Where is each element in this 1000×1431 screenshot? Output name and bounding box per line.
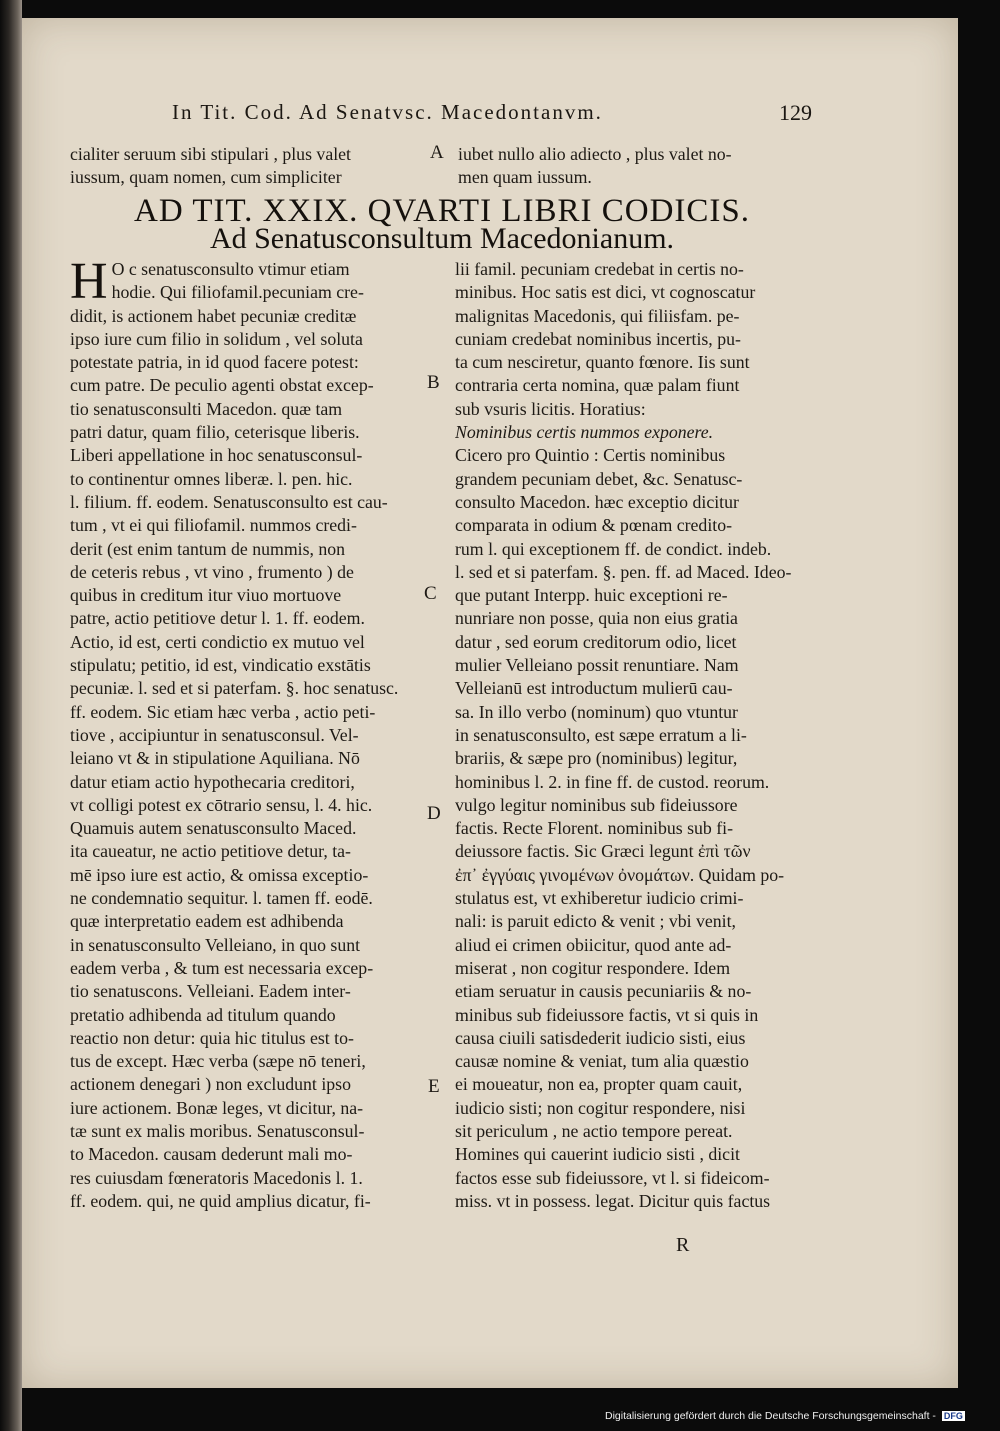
text-line: factis. Recte Florent. nominibus sub fi- [455,818,734,839]
text-line: causa ciuili satisdederit iudicio sisti, eius [455,1027,746,1048]
top-left-continuation [70,143,420,190]
text-line: grandem pecuniam debet, &c. Senatusc- [455,468,743,489]
text-line: contraria certa nomina, quæ palam fiunt [455,375,740,396]
text-line: iubet nullo alio adiecto , plus valet no- [458,144,732,164]
footer-text: Digitalisierung gefördert durch die Deutsche Forschungsgemeinschaft - [605,1410,936,1422]
text-line: in senatusconsulto Velleiano, in quo sunt [70,934,361,955]
text-line: tiove , accipiuntur in senatusconsul. Vel- [70,724,359,745]
text-line: nali: is paruit edicto & venit ; vbi venit, [455,911,736,932]
text-line: iudicio sisti; non cogitur respondere, nisi [455,1097,746,1118]
text-line: eadem verba , & tum est necessaria excep- [70,957,374,978]
text-line: nunriare non posse, quia non eius gratia [455,608,738,629]
running-header [172,100,812,130]
drop-capital: H [70,253,108,310]
text-line: hodie. Qui filiofamil.pecuniam cre- [111,282,364,303]
text-line: tio senatuscons. Velleiani. Eadem inter- [70,981,351,1002]
text-line: patre, actio petitiove detur l. 1. ff. eodem. [70,608,365,629]
text-line: deiussore factis. Sic Græci legunt ἐπὶ τῶν [455,841,751,862]
text-line: Actio, id est, certi condictio ex mutuo vel [70,631,365,652]
text-line: ita caueatur, ne actio petitiove detur, ta- [70,841,351,862]
text-line: quibus in creditum itur viuo mortuove [70,585,342,606]
text-line: ta cum nesciretur, quanto fœnore. Iis sunt [455,352,750,373]
text-line: pretatio adhibenda ad titulum quando [70,1004,336,1025]
text-line: sit periculum , ne actio tempore pereat. [455,1120,733,1141]
section-subtitle: Ad Senatusconsultum Macedonianum. [209,222,675,255]
digitization-footer [605,1410,995,1426]
page-number: 129 [779,100,812,125]
text-line: to Macedon. causam dederunt mali mo- [70,1144,353,1165]
text-line: cum patre. De peculio agenti obstat excep- [70,375,374,396]
text-line: ei moueatur, non ea, propter quam cauit, [455,1074,743,1095]
text-line: aliud ei crimen obiicitur, quod ante ad- [455,934,732,955]
text-line: tus de except. Hæc verba (sæpe nō teneri, [70,1051,366,1072]
text-line: didit, is actionem habet pecuniæ creditæ [70,305,357,326]
text-line: l. filium. ff. eodem. Senatusconsulto est cau- [70,491,388,512]
text-line: hominibus l. 2. in fine ff. de custod. reorum. [455,771,770,792]
text-line: stipulatu; petitio, id est, vindicatio exstātis [70,655,371,676]
text-line: minibus sub fideiussore factis, vt si quis in [455,1004,759,1025]
text-line: ἐπ᾽ ἐγγύαις γινομένων ὀνομάτων. Quidam po- [455,864,785,885]
text-line: rum l. qui exceptionem ff. de condict. indeb. [455,538,772,559]
text-line: mē ipso iure est actio, & omissa exceptio- [70,864,369,885]
text-line: stulatus est, vt exhiberetur iudicio crimi- [455,888,744,909]
text-line: etiam seruatur in causis pecuniariis & no- [455,981,752,1002]
text-line: que putant Interpp. huic exceptioni re- [455,585,728,606]
text-line: potestate patria, in id quod facere potest: [70,352,359,373]
text-line: tæ sunt ex malis moribus. Senatusconsul- [70,1120,365,1141]
right-column [455,258,810,1213]
text-line: reactio non detur: quia hic titulus est to- [70,1027,354,1048]
text-line: miss. vt in possess. legat. Dicitur quis factus [455,1190,771,1211]
text-line: O c senatusconsulto vtimur etiam [111,259,350,279]
running-title: In Tit. Cod. Ad Senatvsc. Macedontanvm. [172,100,603,124]
text-line: l. sed et si paterfam. §. pen. ff. ad Maced. Ideo- [455,561,792,582]
text-line: Nominibus certis nummos exponere. [455,422,714,443]
text-line: causæ nomine & veniat, tum alia quæstio [455,1051,749,1072]
text-line: actionem denegari ) non excludunt ipso [70,1074,351,1095]
text-line: pecuniæ. l. sed et si paterfam. §. hoc senatusc. [70,678,399,699]
margin-marker-b: B [427,372,440,393]
dfg-logo: DFG [943,1411,963,1422]
section-title: AD TIT. XXIX. QVARTI LIBRI CODICIS. [134,193,750,229]
margin-marker-c: C [424,583,437,604]
text-line: ne condemnatio sequitur. l. tamen ff. eodē. [70,888,373,909]
text-line: minibus. Hoc satis est dici, vt cognoscatur [455,282,756,303]
text-line: de ceteris rebus , vt vino , frumento ) de [70,561,354,582]
text-line: sub vsuris licitis. Horatius: [455,398,646,419]
text-line: Homines qui cauerint iudicio sisti , dicit [455,1144,740,1165]
text-line: iure actionem. Bonæ leges, vt dicitur, na- [70,1097,364,1118]
text-line: Cicero pro Quintio : Certis nominibus [455,445,726,466]
left-column [70,253,422,1213]
text-line: Quamuis autem senatusconsulto Maced. [70,818,357,839]
margin-marker-e: E [428,1076,440,1097]
text-line: lii famil. pecuniam credebat in certis no- [455,259,744,279]
text-line: in senatusconsulto, est sæpe erratum a li- [455,724,747,745]
text-line: brariis, & sæpe pro (nominibus) legitur, [455,748,738,769]
text-line: men quam iussum. [458,167,592,188]
book-spine-edge [0,0,22,1431]
text-line: ipso iure cum filio in solidum , vel soluta [70,328,363,349]
catchword: R [676,1234,690,1256]
text-line: res cuiusdam fœneratoris Macedonis l. 1. [70,1167,363,1188]
text-line: derit (est enim tantum de nummis, non [70,538,346,559]
text-line: datur , sed eorum creditorum odio, licet [455,631,737,652]
text-line: to continentur omnes liberæ. l. pen. hic. [70,468,353,489]
text-line: Velleianū est introductum mulierū cau- [455,678,733,699]
text-line: miserat , non cogitur respondere. Idem [455,957,731,978]
text-line: comparata in odium & pœnam credito- [455,515,733,536]
text-line: iussum, quam nomen, cum simpliciter [70,167,342,188]
margin-marker-a: A [430,142,444,163]
text-line: leiano vt & in stipulatione Aquiliana. Nō [70,748,360,769]
text-line: malignitas Macedonis, qui filiisfam. pe- [455,305,740,326]
text-line: tio senatusconsulti Macedon. quæ tam [70,398,343,419]
text-line: consulto Macedon. hæc exceptio dicitur [455,491,739,512]
text-line: datur etiam actio hypothecaria creditori, [70,771,355,792]
text-line: mulier Velleiano possit renuntiare. Nam [455,655,739,676]
text-line: tum , vt ei qui filiofamil. nummos credi- [70,515,357,536]
text-line: ff. eodem. qui, ne quid amplius dicatur, fi- [70,1190,371,1211]
text-line: vt colligi potest ex cōtrario sensu, l. 4. hic. [70,794,373,815]
text-line: factos esse sub fideiussore, vt l. si fideicom- [455,1167,770,1188]
text-line: sa. In illo verbo (nominum) quo vtuntur [455,701,738,722]
text-line: cialiter seruum sibi stipulari , plus valet [70,144,351,164]
text-line: Liberi appellatione in hoc senatusconsul- [70,445,363,466]
text-line: quæ interpretatio eadem est adhibenda [70,911,344,932]
text-line: cuniam credebat nominibus incertis, pu- [455,328,741,349]
text-line: patri datur, quam filio, ceterisque liberis. [70,422,360,443]
text-line: vulgo legitur nominibus sub fideiussore [455,794,738,815]
top-right-continuation [458,143,808,190]
margin-marker-d: D [427,803,441,824]
text-line: ff. eodem. Sic etiam hæc verba , actio peti- [70,701,376,722]
